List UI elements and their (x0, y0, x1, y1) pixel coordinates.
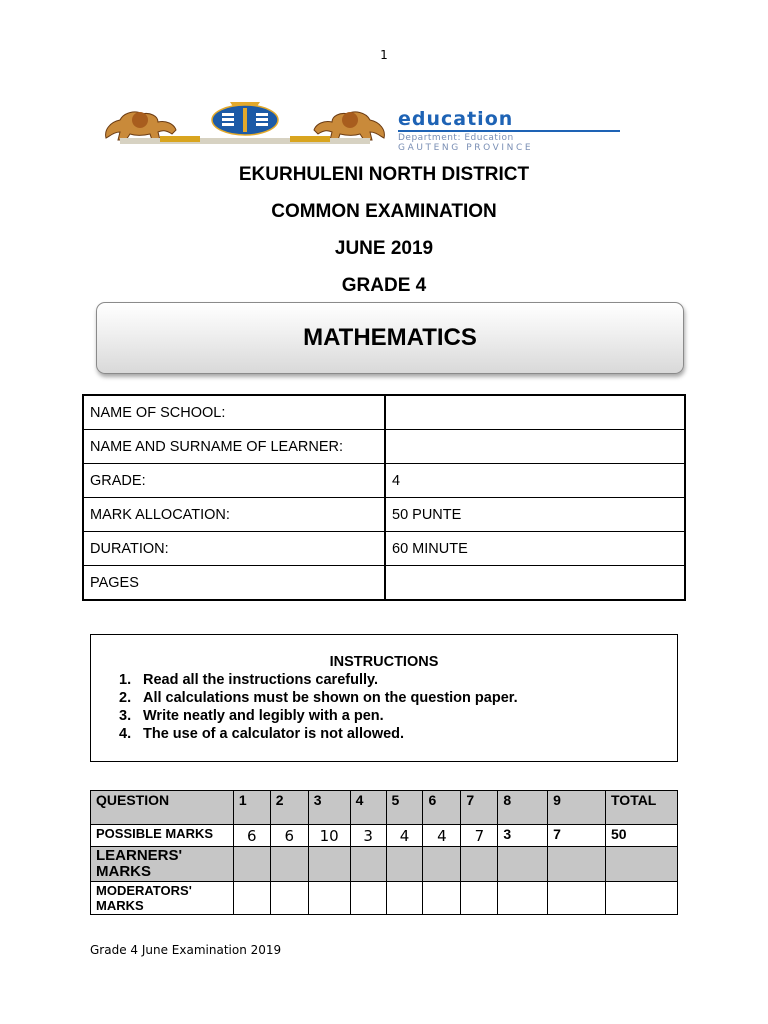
possible-mark: 4 (386, 825, 423, 847)
instructions-list (91, 671, 518, 743)
question-number: 7 (461, 791, 498, 825)
subject-title: MATHEMATICS (303, 324, 477, 351)
exam-type-heading: COMMON EXAMINATION (271, 201, 497, 222)
question-number: 2 (270, 791, 308, 825)
department-logo (100, 100, 640, 153)
possible-mark: 6 (270, 825, 308, 847)
info-label: GRADE: (83, 464, 385, 498)
question-header: QUESTION (91, 791, 234, 825)
moderator-mark-cell[interactable] (423, 882, 461, 915)
learner-mark-cell[interactable] (270, 847, 308, 882)
total-header: TOTAL (606, 791, 678, 825)
possible-marks-label: POSSIBLE MARKS (91, 825, 234, 847)
exam-date-heading: JUNE 2019 (334, 238, 434, 259)
question-row (91, 791, 678, 825)
possible-marks-row (91, 825, 678, 847)
info-value[interactable]: 4 (385, 464, 685, 498)
question-number: 9 (548, 791, 606, 825)
info-label: MARK ALLOCATION: (83, 498, 385, 532)
question-number: 5 (386, 791, 423, 825)
question-number: 6 (423, 791, 461, 825)
learner-mark-cell[interactable] (498, 847, 548, 882)
info-label: NAME OF SCHOOL: (83, 395, 385, 430)
instructions-box (90, 634, 678, 762)
possible-mark: 3 (350, 825, 386, 847)
possible-mark: 7 (461, 825, 498, 847)
question-number: 1 (233, 791, 270, 825)
question-number: 4 (350, 791, 386, 825)
moderator-mark-cell[interactable] (498, 882, 548, 915)
possible-mark: 7 (548, 825, 606, 847)
learner-mark-cell[interactable] (386, 847, 423, 882)
instruction-text: All calculations must be shown on the question paper. (143, 690, 518, 706)
question-number: 8 (498, 791, 548, 825)
logo-rule (398, 130, 620, 132)
moderator-mark-cell[interactable] (548, 882, 606, 915)
subject-banner (96, 302, 684, 374)
marks-table (90, 790, 678, 915)
moderator-mark-cell[interactable] (461, 882, 498, 915)
moderator-mark-cell[interactable] (350, 882, 386, 915)
department-wordmark (398, 110, 620, 153)
instruction-text: Write neatly and legibly with a pen. (143, 708, 384, 724)
learner-mark-cell[interactable] (308, 847, 350, 882)
logo-main-text: education (398, 108, 514, 130)
logo-province-text: GAUTENG PROVINCE (398, 143, 534, 153)
learners-marks-row (91, 847, 678, 882)
learner-mark-cell[interactable] (233, 847, 270, 882)
info-row (83, 464, 685, 498)
info-label: DURATION: (83, 532, 385, 566)
instruction-item (91, 671, 518, 689)
info-value[interactable]: 50 PUNTE (385, 498, 685, 532)
learner-mark-cell[interactable] (461, 847, 498, 882)
moderators-marks-label: MODERATORS' MARKS (91, 882, 234, 915)
info-row (83, 430, 685, 464)
instruction-text: Read all the instructions carefully. (143, 672, 379, 688)
page-number: 1 (380, 48, 388, 62)
logo-sub-text: Department: Education (398, 133, 514, 143)
instruction-text: The use of a calculator is not allowed. (143, 726, 405, 742)
moderator-total-cell[interactable] (606, 882, 678, 915)
info-value[interactable] (385, 566, 685, 601)
moderator-mark-cell[interactable] (233, 882, 270, 915)
moderators-marks-row (91, 882, 678, 915)
page-footer: Grade 4 June Examination 2019 (90, 943, 282, 957)
possible-total: 50 (606, 825, 678, 847)
moderator-mark-cell[interactable] (386, 882, 423, 915)
coat-of-arms-icon (100, 100, 390, 146)
learner-mark-cell[interactable] (423, 847, 461, 882)
instruction-number: 2. (119, 690, 132, 706)
instruction-number: 4. (119, 726, 132, 742)
instruction-item (91, 689, 518, 707)
possible-mark: 6 (233, 825, 270, 847)
grade-heading: GRADE 4 (341, 275, 427, 296)
instruction-item (91, 707, 518, 725)
info-value[interactable] (385, 395, 685, 430)
learner-mark-cell[interactable] (350, 847, 386, 882)
possible-mark: 3 (498, 825, 548, 847)
instruction-item (91, 725, 518, 743)
instruction-number: 1. (119, 672, 132, 688)
possible-mark: 10 (308, 825, 350, 847)
info-row (83, 395, 685, 430)
question-number: 3 (308, 791, 350, 825)
instructions-title: INSTRUCTIONS (329, 654, 439, 670)
info-value[interactable] (385, 430, 685, 464)
moderator-mark-cell[interactable] (308, 882, 350, 915)
info-value[interactable]: 60 MINUTE (385, 532, 685, 566)
learners-marks-label: LEARNERS' MARKS (91, 847, 234, 882)
learner-total-cell[interactable] (606, 847, 678, 882)
info-label: PAGES (83, 566, 385, 601)
moderator-mark-cell[interactable] (270, 882, 308, 915)
possible-mark: 4 (423, 825, 461, 847)
info-row (83, 532, 685, 566)
district-heading: EKURHULENI NORTH DISTRICT (238, 164, 530, 185)
learner-mark-cell[interactable] (548, 847, 606, 882)
info-label: NAME AND SURNAME OF LEARNER: (83, 430, 385, 464)
info-row (83, 566, 685, 601)
instruction-number: 3. (119, 708, 132, 724)
learner-info-table (82, 394, 686, 601)
info-row (83, 498, 685, 532)
